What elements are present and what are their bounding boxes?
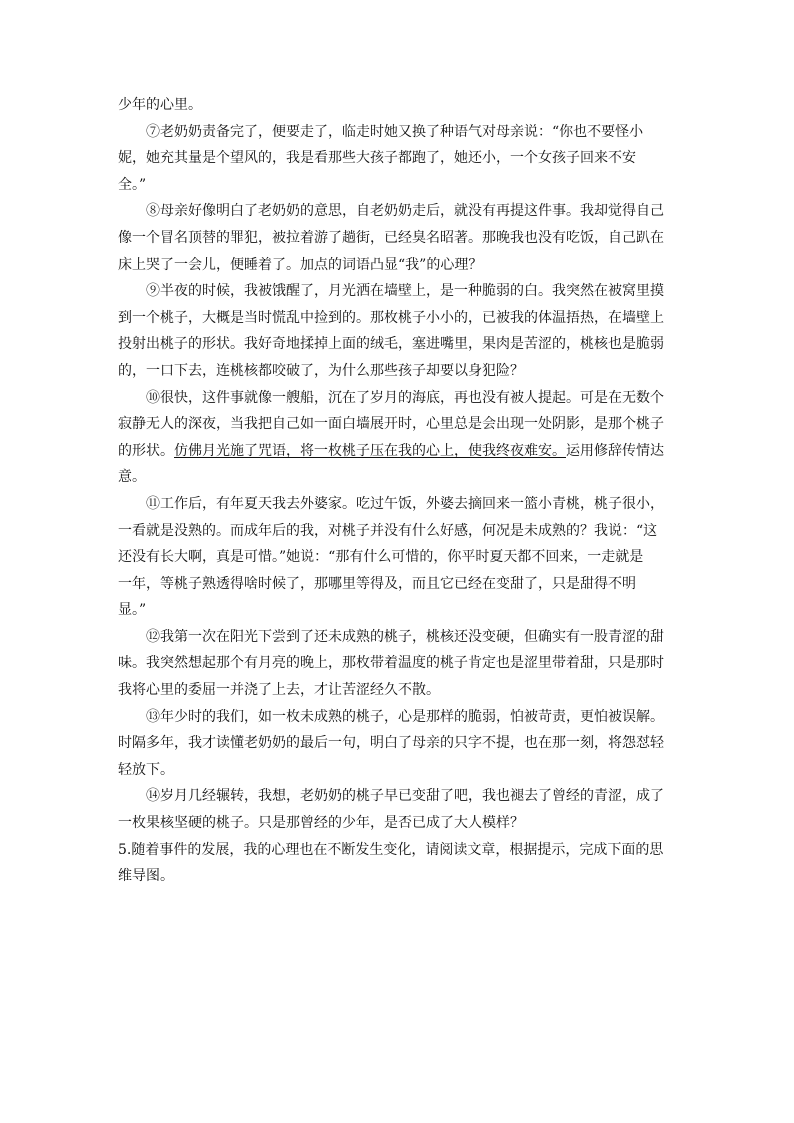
- text-line: 少年的心里。: [118, 97, 202, 113]
- text-line: 全。”: [118, 176, 147, 193]
- paragraph-12-start: ⑫我第一次在阳光下尝到了还未成熟的桃子，桃核还没变硬，但确实有一股青涩的甜: [146, 628, 664, 645]
- text-line: 意。: [118, 469, 146, 486]
- text-line: 轻放下。: [118, 761, 174, 778]
- text-line: 妮，她充其量是个望风的，我是看那些大孩子都跑了，她还小，一个女孩子回来不安: [118, 150, 636, 167]
- paragraph-13-start: ⑬年少时的我们，如一枚未成熟的桃子，心是那样的脆弱，怕被苛责，更怕被误解。: [146, 708, 664, 725]
- text-segment: 的形状。: [118, 442, 174, 459]
- text-line: 维导图。: [118, 868, 174, 885]
- paragraph-10-start: ⑩很快，这件事就像一艘船，沉在了岁月的海底，再也没有被人提起。可是在无数个: [146, 389, 664, 406]
- paragraph-9-start: ⑨半夜的时候，我被饿醒了，月光洒在墙壁上，是一种脆弱的白。我突然在被窝里摸: [146, 283, 664, 300]
- text-line: 床上哭了一会儿，便睡着了。加点的词语凸显“我”的心理？: [118, 256, 483, 273]
- paragraph-7-start: ⑦老奶奶责备完了，便要走了，临走时她又换了种语气对母亲说：“你也不要怪小: [146, 123, 644, 140]
- text-line: 像一个冒名顶替的罪犯，被拉着游了趟街，已经臭名昭著。那晚我也没有吃饭，自己趴在: [118, 229, 664, 246]
- text-line: 一枚果核坚硬的桃子。只是那曾经的少年，是否已成了大人模样？: [118, 815, 524, 832]
- text-line: 一年，等桃子熟透得啥时候了，那哪里等得及，而且它已经在变甜了，只是甜得不明: [118, 575, 636, 592]
- text-line: 显。”: [118, 602, 147, 619]
- underlined-sentence: 仿佛月光施了咒语，将一枚桃子压在我的心上，使我终夜难安。: [174, 442, 566, 459]
- text-segment: 运用修辞传情达: [566, 442, 664, 459]
- question-5: 5.随着事件的发展，我的心理也在不断发生变化，请阅读文章，根据提示，完成下面的思: [118, 841, 664, 858]
- text-line-with-underline: [118, 438, 676, 465]
- text-line: 寂静无人的深夜，当我把自己如一面白墙展开时，心里总是会出现一处阴影，是那个桃子: [118, 416, 664, 433]
- text-line: 时隔多年，我才读懂老奶奶的最后一句，明白了母亲的只字不提，也在那一刻，将怨怼轻: [118, 735, 664, 752]
- text-line: 到一个桃子，大概是当时慌乱中捡到的。那枚桃子小小的，已被我的体温捂热，在墙壁上: [118, 309, 664, 326]
- document-page: [118, 92, 676, 890]
- text-line: 还没有长大啊，真是可惜。”她说：“那有什么可惜的，你平时夏天都不回来，一走就是: [118, 549, 644, 566]
- text-line: 我将心里的委屈一并浇了上去，才让苦涩经久不散。: [118, 682, 440, 699]
- paragraph-8-start: ⑧母亲好像明白了老奶奶的意思，自老奶奶走后，就没有再提这件事。我却觉得自己: [146, 203, 664, 220]
- paragraph-11-start: ⑪工作后，有年夏天我去外婆家。吃过午饭，外婆去摘回来一篮小青桃，桃子很小，: [146, 495, 664, 512]
- text-line: 投射出桃子的形状。我好奇地揉掉上面的绒毛，塞进嘴里，果肉是苦涩的，桃核也是脆弱: [118, 336, 664, 353]
- text-line: 一看就是没熟的。而成年后的我，对桃子并没有什么好感，何况是未成熟的？我说：“这: [118, 522, 658, 539]
- text-line: 味。我突然想起那个有月亮的晚上，那枚带着温度的桃子肯定也是涩里带着甜，只是那时: [118, 655, 664, 672]
- text-line: 的，一口下去，连桃核都咬破了，为什么那些孩子却要以身犯险？: [118, 362, 524, 379]
- paragraph-14-start: ⑭岁月几经辗转，我想，老奶奶的桃子早已变甜了吧，我也褪去了曾经的青涩，成了: [146, 788, 664, 805]
